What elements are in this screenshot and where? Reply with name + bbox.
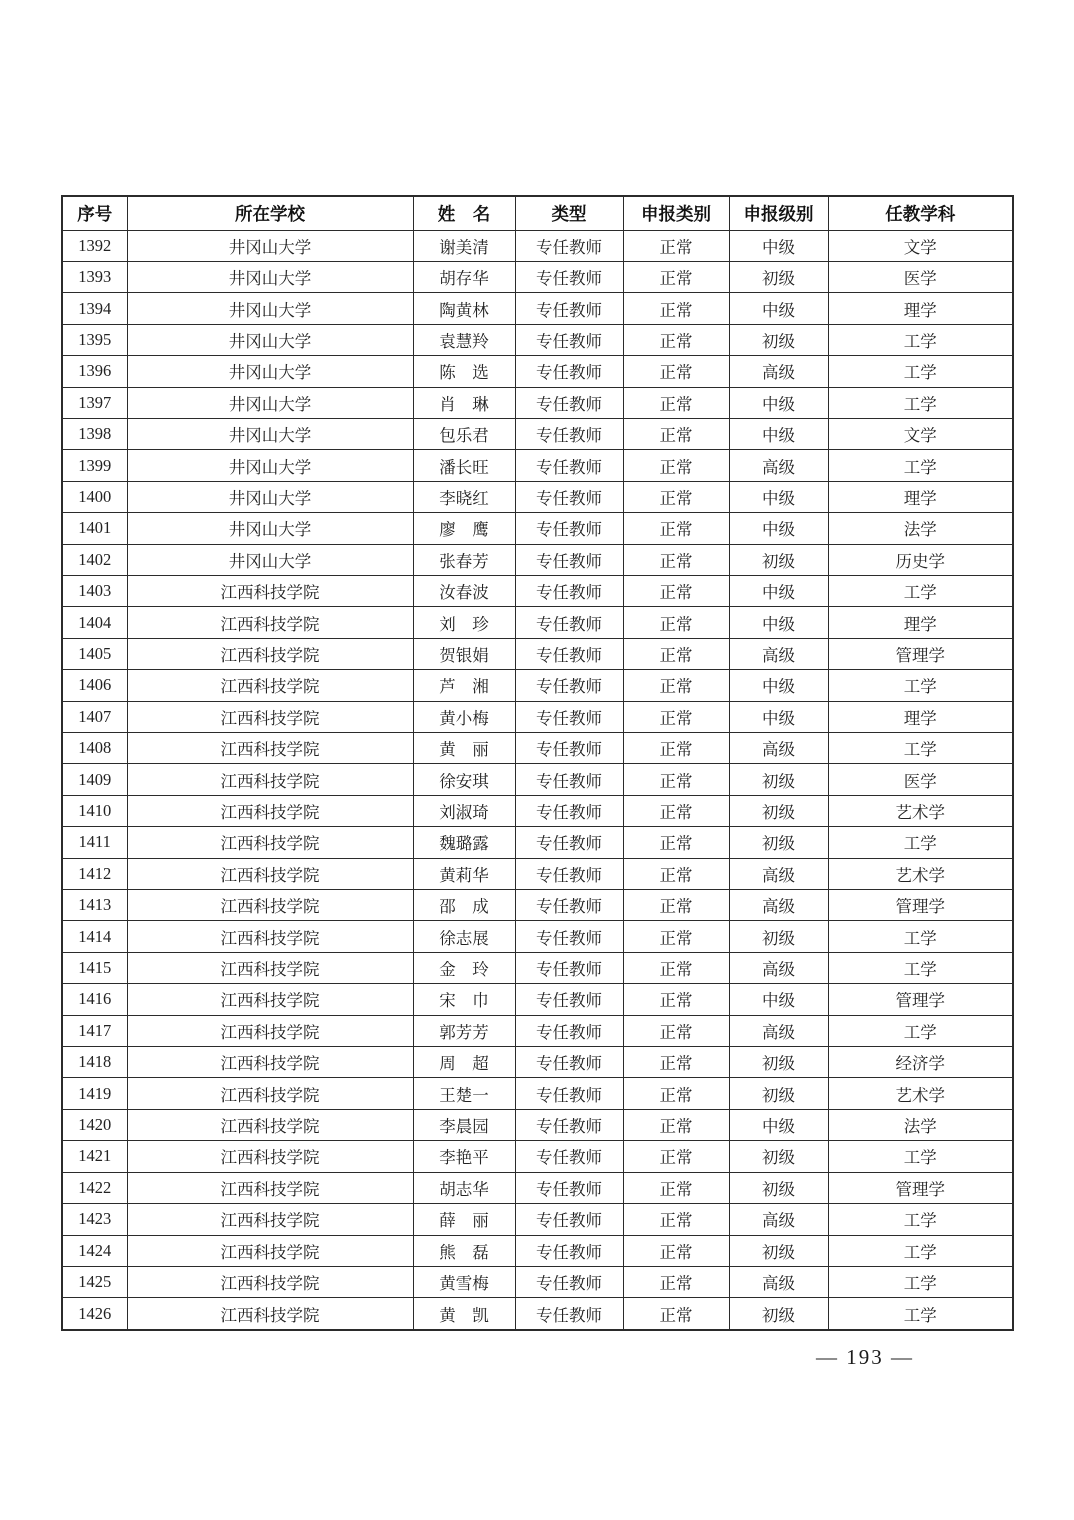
table-cell: 正常 [623,1235,729,1266]
table-cell: 井冈山大学 [127,324,413,355]
table-cell: 李晨园 [413,1109,515,1140]
table-cell: 1397 [62,387,127,418]
table-cell: 徐志展 [413,921,515,952]
table-row [62,261,1013,292]
table-cell: 正常 [623,450,729,481]
table-cell: 高级 [729,733,828,764]
table-cell: 工学 [828,1266,1013,1297]
table-row [62,418,1013,449]
table-cell: 专任教师 [515,387,623,418]
table-row [62,1172,1013,1203]
table-cell: 井冈山大学 [127,387,413,418]
table-row [62,921,1013,952]
table-cell: 江西科技学院 [127,890,413,921]
table-cell: 江西科技学院 [127,670,413,701]
table-cell: 井冈山大学 [127,544,413,575]
table-cell: 法学 [828,1109,1013,1140]
table-cell: 正常 [623,544,729,575]
table-row [62,1078,1013,1109]
header-cell: 所在学校 [127,196,413,230]
table-row [62,795,1013,826]
table-cell: 刘淑琦 [413,795,515,826]
table-cell: 江西科技学院 [127,827,413,858]
table-cell: 管理学 [828,638,1013,669]
table-cell: 工学 [828,733,1013,764]
table-cell: 江西科技学院 [127,607,413,638]
table-cell: 中级 [729,701,828,732]
table-cell: 法学 [828,513,1013,544]
table-cell: 高级 [729,1266,828,1297]
table-cell: 正常 [623,387,729,418]
table-cell: 1398 [62,418,127,449]
header-cell: 申报类别 [623,196,729,230]
table-cell: 艺术学 [828,858,1013,889]
table-cell: 初级 [729,795,828,826]
table-row [62,858,1013,889]
header-cell: 申报级别 [729,196,828,230]
table-cell: 专任教师 [515,701,623,732]
table-cell: 中级 [729,1109,828,1140]
table-row [62,607,1013,638]
table-cell: 黄莉华 [413,858,515,889]
table-cell: 1415 [62,952,127,983]
table-cell: 1402 [62,544,127,575]
table-cell: 中级 [729,293,828,324]
table-cell: 1396 [62,356,127,387]
table-cell: 1406 [62,670,127,701]
table-cell: 1418 [62,1047,127,1078]
table-cell: 正常 [623,733,729,764]
table-cell: 高级 [729,952,828,983]
table-cell: 江西科技学院 [127,1109,413,1140]
table-row [62,356,1013,387]
table-cell: 工学 [828,387,1013,418]
table-cell: 江西科技学院 [127,1141,413,1172]
table-row [62,890,1013,921]
table-cell: 胡存华 [413,261,515,292]
table-cell: 理学 [828,701,1013,732]
table-row [62,827,1013,858]
page-number: — 193 — [816,1345,914,1369]
table-cell: 初级 [729,1172,828,1203]
table-cell: 李艳平 [413,1141,515,1172]
table-cell: 高级 [729,1204,828,1235]
table-cell: 1423 [62,1204,127,1235]
table-cell: 高级 [729,638,828,669]
table-cell: 正常 [623,670,729,701]
table-cell: 陶黄林 [413,293,515,324]
table-row [62,387,1013,418]
table-cell: 中级 [729,607,828,638]
table-cell: 专任教师 [515,450,623,481]
table-cell: 江西科技学院 [127,795,413,826]
table-cell: 初级 [729,1235,828,1266]
table-row [62,670,1013,701]
table-cell: 专任教师 [515,1109,623,1140]
table-cell: 正常 [623,1204,729,1235]
table-cell: 初级 [729,764,828,795]
table-cell: 魏璐露 [413,827,515,858]
table-cell: 井冈山大学 [127,513,413,544]
table-cell: 江西科技学院 [127,1047,413,1078]
table-cell: 文学 [828,230,1013,261]
table-cell: 专任教师 [515,638,623,669]
table-cell: 井冈山大学 [127,481,413,512]
table-cell: 1404 [62,607,127,638]
table-cell: 正常 [623,701,729,732]
table-cell: 江西科技学院 [127,1298,413,1330]
table-cell: 1393 [62,261,127,292]
table-cell: 正常 [623,261,729,292]
table-cell: 医学 [828,764,1013,795]
table-cell: 高级 [729,1015,828,1046]
table-cell: 正常 [623,324,729,355]
table-cell: 初级 [729,827,828,858]
table-cell: 江西科技学院 [127,575,413,606]
table-cell: 工学 [828,670,1013,701]
table-cell: 高级 [729,858,828,889]
table-cell: 中级 [729,575,828,606]
table-cell: 江西科技学院 [127,921,413,952]
table-cell: 专任教师 [515,575,623,606]
table-cell: 薛 丽 [413,1204,515,1235]
table-cell: 艺术学 [828,795,1013,826]
table-cell: 1408 [62,733,127,764]
table-cell: 初级 [729,261,828,292]
table-cell: 正常 [623,1047,729,1078]
table-cell: 1416 [62,984,127,1015]
table-cell: 谢美清 [413,230,515,261]
table-row [62,952,1013,983]
table-cell: 熊 磊 [413,1235,515,1266]
table-cell: 肖 琳 [413,387,515,418]
table-cell: 专任教师 [515,607,623,638]
table-cell: 正常 [623,890,729,921]
table-cell: 1411 [62,827,127,858]
table-cell: 工学 [828,324,1013,355]
header-row [62,196,1013,230]
table-cell: 正常 [623,827,729,858]
table-cell: 理学 [828,607,1013,638]
table-cell: 袁慧羚 [413,324,515,355]
table-cell: 专任教师 [515,1141,623,1172]
table-cell: 中级 [729,418,828,449]
table-cell: 正常 [623,1109,729,1140]
table-cell: 刘 珍 [413,607,515,638]
table-cell: 正常 [623,764,729,795]
table-cell: 专任教师 [515,481,623,512]
table-cell: 1424 [62,1235,127,1266]
table-cell: 专任教师 [515,418,623,449]
table-cell: 1422 [62,1172,127,1203]
table-cell: 高级 [729,890,828,921]
table-row [62,1235,1013,1266]
table-cell: 井冈山大学 [127,418,413,449]
table-cell: 邵 成 [413,890,515,921]
table-cell: 专任教师 [515,921,623,952]
table-row [62,1298,1013,1330]
table-cell: 正常 [623,1078,729,1109]
table-cell: 工学 [828,1141,1013,1172]
table-cell: 专任教师 [515,1266,623,1297]
table-cell: 1401 [62,513,127,544]
table-cell: 正常 [623,418,729,449]
table-cell: 专任教师 [515,952,623,983]
table-cell: 江西科技学院 [127,638,413,669]
table-cell: 专任教师 [515,984,623,1015]
table-cell: 江西科技学院 [127,1172,413,1203]
table-row [62,1141,1013,1172]
header-cell: 序号 [62,196,127,230]
table-cell: 江西科技学院 [127,764,413,795]
header-cell: 类型 [515,196,623,230]
table-cell: 中级 [729,513,828,544]
table-cell: 初级 [729,1141,828,1172]
table-cell: 1395 [62,324,127,355]
teacher-roster-table [61,195,1014,1331]
table-cell: 中级 [729,387,828,418]
table-row [62,575,1013,606]
table-cell: 正常 [623,921,729,952]
table-cell: 1392 [62,230,127,261]
table-cell: 黄小梅 [413,701,515,732]
table-cell: 专任教师 [515,1172,623,1203]
table-row [62,1204,1013,1235]
table-cell: 专任教师 [515,513,623,544]
table-cell: 正常 [623,638,729,669]
table-cell: 金 玲 [413,952,515,983]
header-cell: 任教学科 [828,196,1013,230]
table-cell: 正常 [623,984,729,1015]
table-cell: 管理学 [828,890,1013,921]
table-row [62,324,1013,355]
table-row [62,513,1013,544]
table-cell: 正常 [623,513,729,544]
table-row [62,733,1013,764]
table-cell: 潘长旺 [413,450,515,481]
table-cell: 1394 [62,293,127,324]
table-cell: 工学 [828,827,1013,858]
table-cell: 管理学 [828,1172,1013,1203]
table-cell: 初级 [729,1047,828,1078]
table-cell: 张春芳 [413,544,515,575]
table-cell: 工学 [828,1298,1013,1330]
table-cell: 初级 [729,1078,828,1109]
table-cell: 艺术学 [828,1078,1013,1109]
table-row [62,293,1013,324]
table-cell: 高级 [729,356,828,387]
table-cell: 江西科技学院 [127,733,413,764]
table-cell: 专任教师 [515,544,623,575]
table-cell: 工学 [828,1015,1013,1046]
table-cell: 专任教师 [515,1235,623,1266]
table-cell: 1405 [62,638,127,669]
table-cell: 医学 [828,261,1013,292]
table-cell: 1403 [62,575,127,606]
table-cell: 高级 [729,450,828,481]
table-header [62,196,1013,230]
table-cell: 1399 [62,450,127,481]
table-cell: 专任教师 [515,1015,623,1046]
table-cell: 工学 [828,356,1013,387]
table-cell: 1425 [62,1266,127,1297]
table-cell: 1421 [62,1141,127,1172]
table-cell: 专任教师 [515,356,623,387]
table-cell: 1417 [62,1015,127,1046]
table-cell: 初级 [729,921,828,952]
table-cell: 1407 [62,701,127,732]
table-cell: 王楚一 [413,1078,515,1109]
table-cell: 黄雪梅 [413,1266,515,1297]
table-row [62,1047,1013,1078]
table-cell: 江西科技学院 [127,1078,413,1109]
table-cell: 正常 [623,1141,729,1172]
table-cell: 专任教师 [515,733,623,764]
table-cell: 工学 [828,575,1013,606]
table-cell: 井冈山大学 [127,356,413,387]
table-cell: 郭芳芳 [413,1015,515,1046]
table-cell: 正常 [623,1172,729,1203]
table-cell: 工学 [828,952,1013,983]
table-cell: 正常 [623,952,729,983]
table-cell: 理学 [828,481,1013,512]
table-cell: 江西科技学院 [127,1266,413,1297]
table-cell: 理学 [828,293,1013,324]
table-cell: 专任教师 [515,890,623,921]
table-cell: 正常 [623,356,729,387]
table-cell: 专任教师 [515,261,623,292]
table-cell: 正常 [623,795,729,826]
table-cell: 管理学 [828,984,1013,1015]
table-cell: 贺银娟 [413,638,515,669]
table-row [62,1109,1013,1140]
table-cell: 江西科技学院 [127,1015,413,1046]
table-cell: 黄 凯 [413,1298,515,1330]
table-cell: 专任教师 [515,293,623,324]
table-cell: 正常 [623,293,729,324]
table-cell: 井冈山大学 [127,230,413,261]
table-cell: 正常 [623,481,729,512]
table-cell: 初级 [729,1298,828,1330]
table-row [62,984,1013,1015]
table-cell: 专任教师 [515,1078,623,1109]
table-cell: 专任教师 [515,858,623,889]
table-cell: 中级 [729,984,828,1015]
table-cell: 包乐君 [413,418,515,449]
table-cell: 1426 [62,1298,127,1330]
table-cell: 芦 湘 [413,670,515,701]
table-cell: 江西科技学院 [127,1204,413,1235]
table-cell: 正常 [623,1298,729,1330]
table-cell: 初级 [729,544,828,575]
table-cell: 1420 [62,1109,127,1140]
table-cell: 廖 鹰 [413,513,515,544]
table-row [62,450,1013,481]
table-cell: 正常 [623,607,729,638]
table-cell: 1412 [62,858,127,889]
table-cell: 1409 [62,764,127,795]
table-cell: 工学 [828,1204,1013,1235]
table-cell: 1413 [62,890,127,921]
table-cell: 黄 丽 [413,733,515,764]
table-row [62,701,1013,732]
table-cell: 历史学 [828,544,1013,575]
table-cell: 周 超 [413,1047,515,1078]
table-cell: 1414 [62,921,127,952]
table-cell: 中级 [729,670,828,701]
table-cell: 李晓红 [413,481,515,512]
table-cell: 经济学 [828,1047,1013,1078]
table-cell: 工学 [828,921,1013,952]
table-cell: 中级 [729,230,828,261]
table-row [62,638,1013,669]
table-cell: 汝春波 [413,575,515,606]
table-cell: 井冈山大学 [127,261,413,292]
table-cell: 文学 [828,418,1013,449]
table-cell: 1400 [62,481,127,512]
table-cell: 江西科技学院 [127,952,413,983]
table-cell: 陈 选 [413,356,515,387]
table-row [62,764,1013,795]
table-cell: 专任教师 [515,670,623,701]
table-cell: 中级 [729,481,828,512]
table-cell: 正常 [623,858,729,889]
table-row [62,1266,1013,1297]
table-cell: 正常 [623,1266,729,1297]
table-cell: 井冈山大学 [127,450,413,481]
table-cell: 正常 [623,1015,729,1046]
table-cell: 工学 [828,1235,1013,1266]
table-cell: 1410 [62,795,127,826]
table-cell: 专任教师 [515,1204,623,1235]
table-cell: 江西科技学院 [127,858,413,889]
table-cell: 胡志华 [413,1172,515,1203]
table-body [62,230,1013,1330]
table-cell: 江西科技学院 [127,1235,413,1266]
table-row [62,544,1013,575]
table-row [62,481,1013,512]
table-cell: 专任教师 [515,795,623,826]
table-cell: 徐安琪 [413,764,515,795]
table-cell: 专任教师 [515,1047,623,1078]
table-cell: 专任教师 [515,324,623,355]
table-row [62,1015,1013,1046]
table-cell: 初级 [729,324,828,355]
table-cell: 江西科技学院 [127,701,413,732]
table-row [62,230,1013,261]
table-cell: 1419 [62,1078,127,1109]
table-cell: 专任教师 [515,1298,623,1330]
table-cell: 专任教师 [515,764,623,795]
table-cell: 江西科技学院 [127,984,413,1015]
table-cell: 专任教师 [515,230,623,261]
table-cell: 井冈山大学 [127,293,413,324]
table-cell: 宋 巾 [413,984,515,1015]
table-cell: 专任教师 [515,827,623,858]
table-cell: 正常 [623,575,729,606]
header-cell: 姓 名 [413,196,515,230]
table-cell: 正常 [623,230,729,261]
table-cell: 工学 [828,450,1013,481]
